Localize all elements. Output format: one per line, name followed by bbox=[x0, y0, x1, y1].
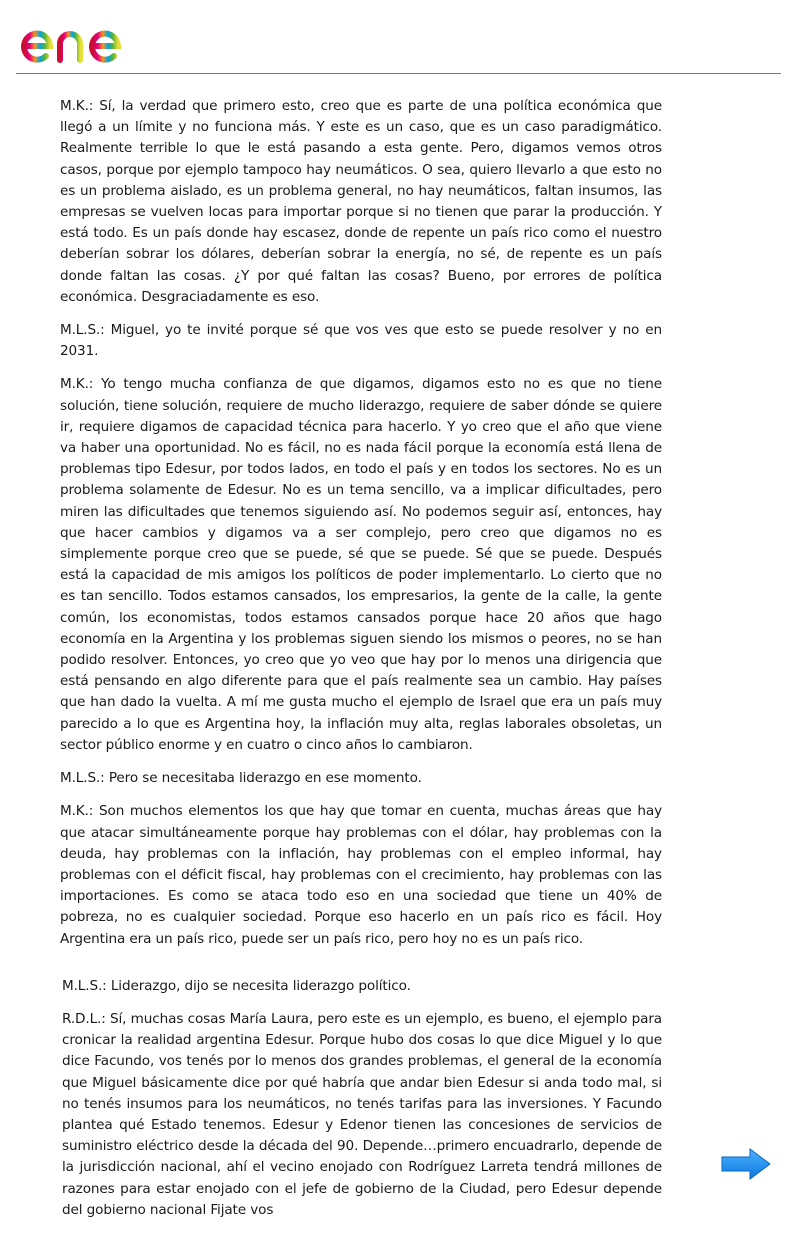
transcript-paragraph bbox=[60, 801, 662, 949]
paragraph-text: Miguel, yo te invité porque sé que vos ves que esto se puede resolver y no en 2031. bbox=[60, 322, 662, 360]
paragraph-text: Sí, muchas cosas María Laura, pero este es un ejemplo, es bueno, el ejemplo para cronicar la realidad argentina Edesur. Porque hubo dos cosas lo que dice Miguel y lo que dice Facundo, vos tenés por lo menos dos grandes problemas, el general de la economía que Miguel básicamente dice por qué habría que andar bien Edesur si anda todo mal, si no tenés insumos para los neumáticos, no tenés tarifas para las inversiones. Y Facundo plantea qué Estado tenemos. Edesur y Edenor tienen las concesiones de servicios de suministro eléctrico desde la década del 90. Depende…primero encuadrarlo, depende de la jurisdicción nacional, ahí el vecino enojado con Rodríguez Larreta tendrá millones de razones para estar enojado con el jefe de gobierno de la Ciudad, pero Edesur depende del gobierno nacional Fijate vos bbox=[62, 1010, 663, 1218]
transcript-paragraph bbox=[60, 1009, 662, 1221]
page-header bbox=[0, 0, 800, 76]
transcript-paragraph bbox=[60, 374, 662, 756]
transcript-paragraph bbox=[60, 320, 662, 362]
speaker-label: M.L.S.: bbox=[62, 977, 107, 994]
speaker-label: M.K.: bbox=[60, 98, 94, 114]
paragraph-text: Liderazgo, dijo se necesita liderazgo político. bbox=[110, 977, 411, 994]
header-divider bbox=[16, 73, 781, 74]
paragraph-text: Pero se necesitaba liderazgo en ese momento. bbox=[108, 770, 422, 787]
speaker-label: M.L.S.: bbox=[60, 322, 105, 339]
speaker-label: R.D.L.: bbox=[62, 1010, 106, 1027]
paragraph-text: Son muchos elementos los que hay que tomar en cuenta, muchas áreas que hay que atacar simultáneamente porque hay problemas con el dólar, hay problemas con la deuda, hay problemas con la inflación, hay problemas con el empleo informal, hay problemas con el déficit fiscal, hay problemas con el crecimiento, hay problemas con las importaciones. Es como se ataca todo eso en una sociedad que tiene un 40% de pobreza, no es cualquier sociedad. Porque eso hacerlo en un país rico es fácil. Hoy Argentina era un país rico, puede ser un país rico, pero hoy no es un país rico. bbox=[60, 803, 663, 947]
arrow-right-icon[interactable] bbox=[720, 1146, 772, 1182]
speaker-label: M.K.: bbox=[60, 803, 94, 820]
transcript-body bbox=[60, 96, 662, 1233]
speaker-label: M.L.S.: bbox=[60, 770, 105, 787]
paragraph-text: Yo tengo mucha confianza de que digamos, digamos esto no es que no tiene solución, tiene solución, requiere de mucho liderazgo, requiere de saber dónde se quiere ir, requiere digamos de capacidad técnica para hacerlo. Y yo creo que el año que viene va haber una oportunidad. No es fácil, no es nada fácil porque la economía está llena de problemas tipo Edesur, por todos lados, en todo el país y en todos los sectores. No es un problema solamente de Edesur. No es un tema sencillo, va a implicar dificultades, pero miren las dificultades que tenemos siguiendo así. No podemos seguir así, entonces, hay que hacer cambios y digamos va a ser complejo, pero creo que digamos no es simplemente porque creo que se puede, sé que se puede. Sé que se puede. Después está la capacidad de mis amigos los políticos de poder implementarlo. Lo cierto que no es tan sencillo. Todos estamos cansados, los empresarios, la gente de la calle, la gente común, los economistas, todos estamos cansados porque hace 20 años que hago economía en la Argentina y los problemas siguen siendo los mismos o peores, no se han podido resolver. Entonces, yo creo que yo veo que hay por lo menos una dirigencia que está pensando en algo diferente para que el país realmente sea un cambio. Hay países que han dado la vuelta. A mí me gusta mucho el ejemplo de Israel que era un país muy parecido a lo que es Argentina hoy, la inflación muy alta, reglas laborales obsoletas, un sector público enorme y en cuatro o cinco años lo cambiaron. bbox=[60, 376, 662, 753]
speaker-label: M.K.: bbox=[60, 376, 94, 393]
transcript-paragraph bbox=[60, 768, 662, 789]
enel-logo bbox=[16, 14, 176, 68]
transcript-paragraph bbox=[60, 96, 662, 308]
transcript-paragraph bbox=[60, 976, 662, 997]
paragraph-text: Sí, la verdad que primero esto, creo que es parte de una política económica que llegó a un límite y no funciona más. Y este es un caso, que es un caso paradigmático. Realmente terrible lo que le está pasando a esta gente. Pero, digamos vemos otros casos, porque por ejemplo tampoco hay neumáticos. O sea, quiero llevarlo a que esto no es un problema aislado, es un problema general, no hay neumáticos, faltan insumos, las empresas se vuelven locas para importar porque si no tienen que parar la producción. Y está todo. Es un país donde hay escasez, donde de repente un país rico como el nuestro deberían sobrar los dólares, deberían sobrar la energía, no sé, de repente es un país donde faltan las cosas. ¿Y por qué faltan las cosas? Bueno, por errores de política económica. Desgraciadamente es eso. bbox=[60, 98, 662, 305]
